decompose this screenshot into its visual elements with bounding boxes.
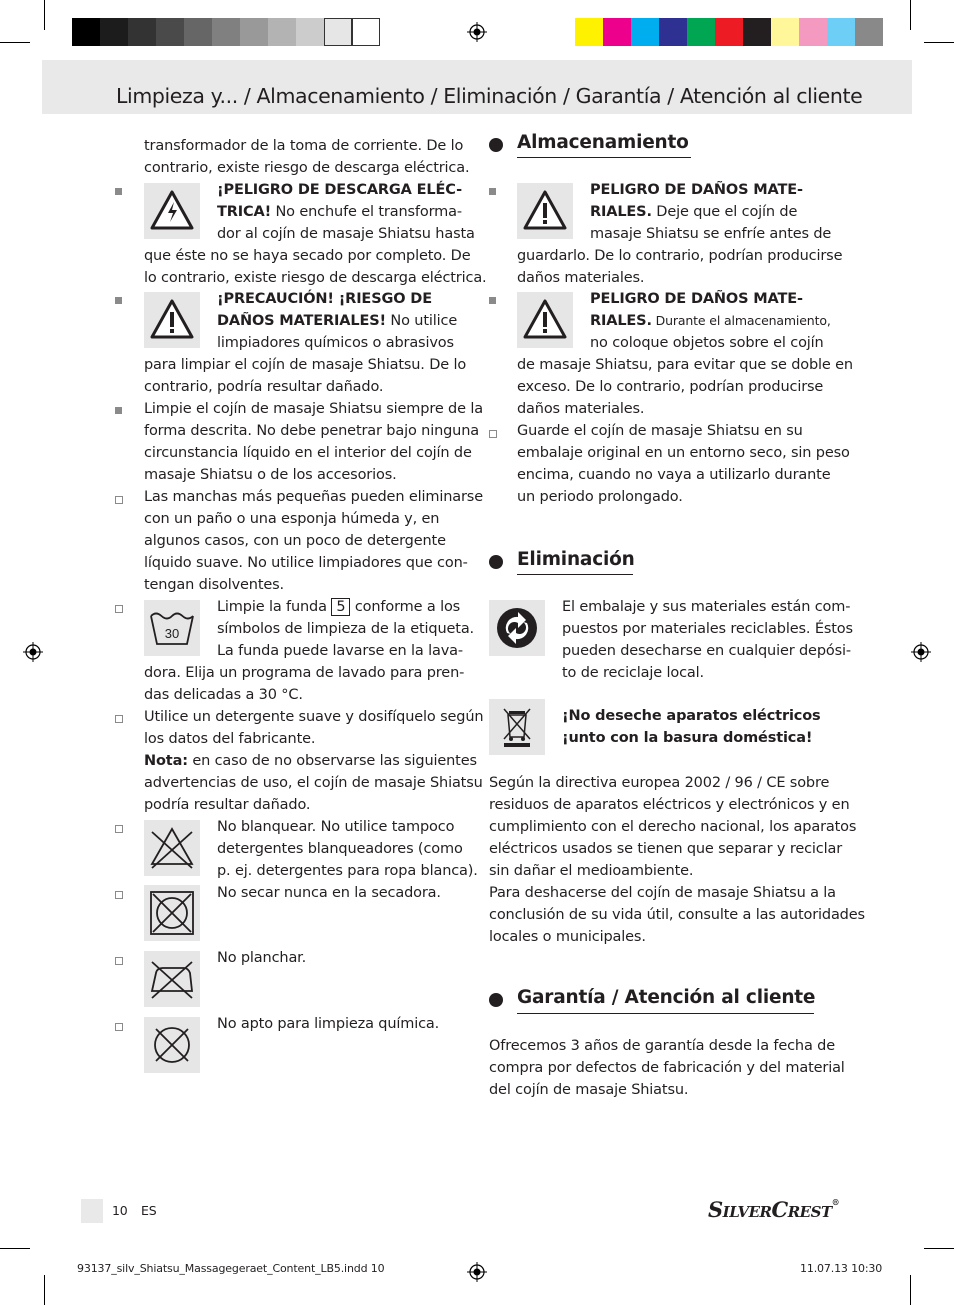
paragraph-line: puestos por materiales reciclables. Éstos — [562, 621, 853, 637]
weee-warning-line: ¡unto con la basura doméstica! — [562, 730, 813, 746]
bullet-square — [115, 407, 122, 414]
color-swatch — [827, 18, 855, 46]
paragraph-line: conclusión de su vida útil, consulte a las autoridades — [489, 907, 865, 923]
color-swatch — [743, 18, 771, 46]
warning-line: TRICA! No enchufe el transforma- — [217, 204, 462, 220]
care-text: No secar nunca en la secadora. — [217, 885, 441, 901]
bullet-square — [489, 297, 496, 304]
section-bullet-icon — [489, 993, 503, 1007]
warning-line: masaje Shiatsu se enfríe antes de — [590, 226, 832, 242]
warning-line: que éste no se haya secado por completo. De — [144, 248, 471, 264]
color-swatch — [352, 18, 380, 46]
warning-heading: PELIGRO DE DAÑOS MATE- — [590, 182, 803, 198]
color-swatch — [631, 18, 659, 46]
paragraph-line: Para deshacerse del cojín de masaje Shiatsu a la — [489, 885, 836, 901]
crop-mark — [0, 42, 30, 43]
paragraph-line: pueden desecharse en cualquier depósi- — [562, 643, 851, 659]
warning-line: no coloque objetos sobre el cojín — [590, 335, 824, 351]
page-number: 10 — [112, 1203, 128, 1218]
paragraph-line: masaje Shiatsu o de los accesorios. — [144, 467, 397, 483]
paragraph-line: compra por defectos de fabricación y del material — [489, 1060, 845, 1076]
registration-mark-icon — [911, 642, 931, 662]
paragraph-line: encima, cuando no vaya a utilizarlo durante — [517, 467, 831, 483]
care-text: detergentes blanqueadores (como — [217, 841, 463, 857]
warning-line: lo contrario, existe riesgo de descarga eléctrica. — [144, 270, 487, 286]
paragraph-line: tengan disolventes. — [144, 577, 284, 593]
no-iron-icon — [144, 951, 200, 1007]
warning-line: daños materiales. — [517, 270, 645, 286]
crop-mark — [44, 0, 45, 30]
warning-icon — [517, 183, 573, 239]
color-swatch — [715, 18, 743, 46]
bullet-square — [115, 297, 122, 304]
warning-line: para limpiar el cojín de masaje Shiatsu. De lo — [144, 357, 467, 373]
crop-mark — [0, 1248, 30, 1249]
paragraph-line: embalaje original en un entorno seco, sin peso — [517, 445, 850, 461]
warning-line: limpiadores químicos o abrasivos — [217, 335, 454, 351]
paragraph-line: Ofrecemos 3 años de garantía desde la fecha de — [489, 1038, 835, 1054]
bullet-square — [489, 188, 496, 195]
color-swatch — [212, 18, 240, 46]
warning-line: guardarlo. De lo contrario, podrían producirse — [517, 248, 843, 264]
warning-line: daños materiales. — [517, 401, 645, 417]
registration-mark-icon — [467, 22, 487, 42]
paragraph-line: forma descrita. No debe penetrar bajo ninguna — [144, 423, 479, 439]
no-dry-clean-icon — [144, 1017, 200, 1073]
weee-warning-line: ¡No deseche aparatos eléctricos — [562, 708, 821, 724]
paragraph-line: circunstancia líquido en el interior del cojín de — [144, 445, 472, 461]
color-swatch — [855, 18, 883, 46]
color-swatch — [240, 18, 268, 46]
color-swatch — [687, 18, 715, 46]
color-swatch — [771, 18, 799, 46]
svg-text:30: 30 — [164, 626, 180, 641]
section-title-almacenamiento: Almacenamiento — [517, 132, 689, 153]
registration-mark-icon — [23, 642, 43, 662]
color-swatch — [128, 18, 156, 46]
care-text: p. ej. detergentes para ropa blanca). — [217, 863, 478, 879]
bullet-square-outline — [115, 605, 123, 613]
crop-mark — [924, 42, 954, 43]
electric-hazard-icon — [144, 183, 200, 239]
wash-30-icon — [144, 600, 200, 656]
crop-mark — [910, 1275, 911, 1305]
crop-mark — [44, 1275, 45, 1305]
paragraph-line: cumplimiento con el derecho nacional, los aparatos — [489, 819, 857, 835]
section-underline — [517, 1013, 814, 1014]
bullet-square-outline — [115, 496, 123, 504]
bullet-square-outline — [115, 715, 123, 723]
color-swatch — [603, 18, 631, 46]
bullet-square-outline — [115, 1023, 123, 1031]
warning-heading: PELIGRO DE DAÑOS MATE- — [590, 291, 803, 307]
paragraph-line: sin dañar el medioambiente. — [489, 863, 694, 879]
color-swatch — [799, 18, 827, 46]
paragraph-line: Según la directiva europea 2002 / 96 / CE sobre — [489, 775, 830, 791]
warning-line: dor al cojín de masaje Shiatsu hasta — [217, 226, 475, 242]
section-bullet-icon — [489, 555, 503, 569]
paragraph-line: El embalaje y sus materiales están com- — [562, 599, 851, 615]
bullet-square-outline — [115, 957, 123, 965]
care-text: No apto para limpieza química. — [217, 1016, 440, 1032]
paragraph-line: residuos de aparatos eléctricos y electrónicos y en — [489, 797, 850, 813]
color-swatch — [324, 18, 352, 46]
bullet-square-outline — [489, 430, 497, 438]
paragraph-line: del cojín de masaje Shiatsu. — [489, 1082, 689, 1098]
warning-icon — [144, 292, 200, 348]
intro-line: transformador de la toma de corriente. De lo — [144, 138, 464, 154]
paragraph-line: Guarde el cojín de masaje Shiatsu en su — [517, 423, 803, 439]
paragraph-line: los datos del fabricante. — [144, 731, 316, 747]
crossed-bin-icon — [489, 699, 545, 755]
warning-line: DAÑOS MATERIALES! No utilice — [217, 313, 458, 329]
language-code: ES — [141, 1203, 157, 1218]
paragraph-line: das delicadas a 30 °C. — [144, 687, 303, 703]
crop-mark — [910, 0, 911, 30]
registration-mark-icon — [467, 1262, 487, 1282]
paragraph-line: símbolos de limpieza de la etiqueta. — [217, 621, 475, 637]
paragraph-line: eléctricos usados se tienen que separar y reciclar — [489, 841, 843, 857]
page-number-box — [81, 1199, 103, 1223]
silvercrest-logo: SILVERCREST® — [708, 1197, 840, 1222]
warning-line: contrario, podría resultar dañado. — [144, 379, 384, 395]
section-bullet-icon — [489, 138, 503, 152]
bullet-square — [115, 188, 122, 195]
paragraph-line: un periodo prolongado. — [517, 489, 683, 505]
intro-line: contrario, existe riesgo de descarga eléctrica. — [144, 160, 470, 176]
crop-mark — [924, 1248, 954, 1249]
warning-line: RIALES. Deje que el cojín de — [590, 204, 798, 220]
section-underline — [517, 157, 691, 158]
paragraph-line: algunos casos, con un poco de detergente — [144, 533, 446, 549]
bullet-square-outline — [115, 825, 123, 833]
paragraph-line: Las manchas más pequeñas pueden eliminarse — [144, 489, 483, 505]
paragraph-line: líquido suave. No utilice limpiadores que con- — [144, 555, 468, 571]
color-swatch — [575, 18, 603, 46]
warning-heading: ¡PRECAUCIÓN! ¡RIESGO DE — [217, 291, 432, 307]
paragraph-line: La funda puede lavarse en la lava- — [217, 643, 463, 659]
color-swatch — [268, 18, 296, 46]
section-title-garantia: Garantía / Atención al cliente — [517, 987, 816, 1008]
header-band — [42, 60, 912, 114]
paragraph-line: to de reciclaje local. — [562, 665, 705, 681]
slug-filename: 93137_silv_Shiatsu_Massagegeraet_Content_LB5.indd 10 — [77, 1262, 385, 1275]
warning-line: exceso. De lo contrario, podrían producirse — [517, 379, 824, 395]
bullet-square-outline — [115, 891, 123, 899]
paragraph-line: dora. Elija un programa de lavado para pren- — [144, 665, 465, 681]
note-line: advertencias de uso, el cojín de masaje Shiatsu — [144, 775, 483, 791]
warning-line: RIALES. Durante el almacenamiento, — [590, 313, 831, 329]
color-swatch — [184, 18, 212, 46]
no-bleach-icon — [144, 820, 200, 876]
paragraph-line: con un paño o una esponja húmeda y, en — [144, 511, 440, 527]
color-swatch — [659, 18, 687, 46]
color-swatch — [156, 18, 184, 46]
color-swatch — [100, 18, 128, 46]
note-line: Nota: en caso de no observarse las siguientes — [144, 753, 477, 769]
note-line: podría resultar dañado. — [144, 797, 311, 813]
paragraph-line: locales o municipales. — [489, 929, 646, 945]
care-text: No blanquear. No utilice tampoco — [217, 819, 455, 835]
green-dot-recycling-icon — [489, 600, 545, 656]
warning-line: de masaje Shiatsu, para evitar que se doble en — [517, 357, 853, 373]
section-title-eliminacion: Eliminación — [517, 549, 635, 570]
page-title: Limpieza y... / Almacenamiento / Eliminación / Garantía / Atención al cliente — [116, 84, 863, 108]
care-text: No planchar. — [217, 950, 307, 966]
paragraph-line: Limpie la funda 5 conforme a los — [217, 599, 461, 615]
no-tumble-dry-icon — [144, 885, 200, 941]
paragraph-line: Limpie el cojín de masaje Shiatsu siempre de la — [144, 401, 483, 417]
color-swatch — [72, 18, 100, 46]
figure-reference: 5 — [331, 598, 350, 616]
paragraph-line: Utilice un detergente suave y dosifíquelo según — [144, 709, 484, 725]
slug-date: 11.07.13 10:30 — [800, 1262, 883, 1275]
color-swatch — [296, 18, 324, 46]
warning-icon — [517, 292, 573, 348]
section-underline — [517, 574, 633, 575]
warning-heading: ¡PELIGRO DE DESCARGA ELÉC- — [217, 182, 462, 198]
